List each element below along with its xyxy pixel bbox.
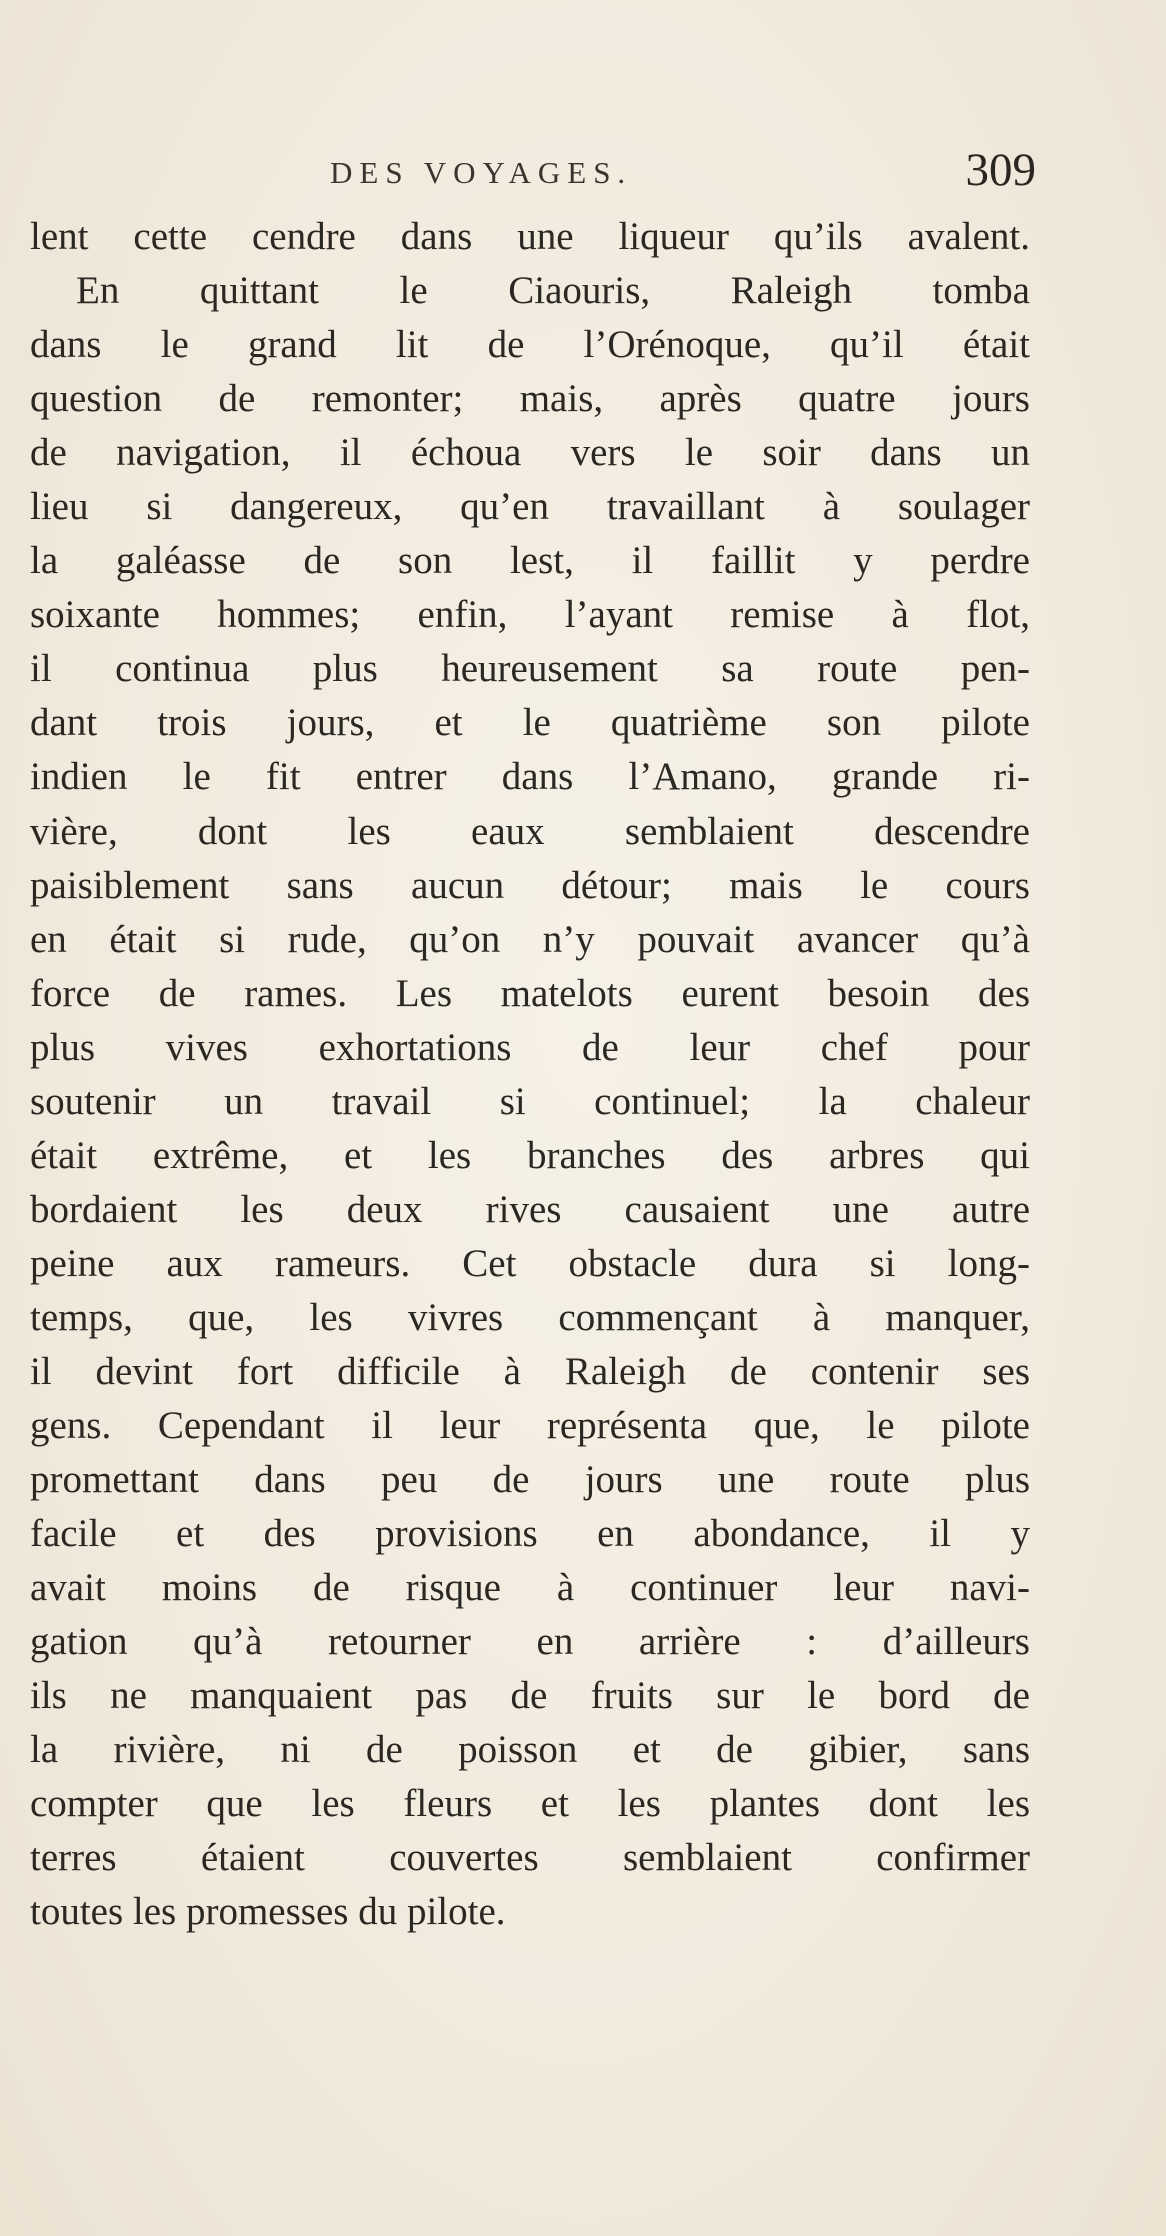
text-line: ils ne manquaient pas de fruits sur le bord de	[30, 1674, 1030, 1718]
text-line: gation qu’à retourner en arrière : d’ailleurs	[30, 1620, 1030, 1664]
text-line: lieu si dangereux, qu’en travaillant à soulager	[30, 485, 1030, 529]
text-line: question de remonter; mais, après quatre jours	[30, 377, 1030, 421]
text-line: avait moins de risque à continuer leur navi-	[30, 1566, 1030, 1610]
text-line: dans le grand lit de l’Orénoque, qu’il était	[30, 323, 1030, 367]
page-header	[0, 145, 1166, 195]
text-line: bordaient les deux rives causaient une autre	[30, 1187, 1030, 1231]
text-line: soutenir un travail si continuel; la chaleur	[30, 1079, 1030, 1123]
text-line: force de rames. Les matelots eurent besoin des	[30, 971, 1030, 1015]
text-line: facile et des provisions en abondance, il y	[30, 1512, 1030, 1556]
text-line: plus vives exhortations de leur chef pour	[30, 1025, 1030, 1069]
text-line: dant trois jours, et le quatrième son pilote	[30, 701, 1030, 745]
text-line: promettant dans peu de jours une route plus	[30, 1458, 1030, 1502]
text-line: indien le fit entrer dans l’Amano, grande ri-	[30, 755, 1030, 799]
text-line: terres étaient couvertes semblaient confirmer	[30, 1836, 1030, 1880]
text-line: il devint fort difficile à Raleigh de contenir ses	[30, 1349, 1030, 1393]
text-line: paisiblement sans aucun détour; mais le cours	[30, 863, 1030, 907]
text-line: compter que les fleurs et les plantes dont les	[30, 1782, 1030, 1826]
text-line: lent cette cendre dans une liqueur qu’ils avalent.	[30, 215, 1030, 258]
text-line: En quittant le Ciaouris, Raleigh tomba	[76, 269, 1030, 313]
running-head: DES VOYAGES.	[330, 155, 633, 190]
body-text	[30, 210, 1030, 1940]
text-line: temps, que, les vivres commençant à manquer,	[30, 1295, 1030, 1339]
text-line: la galéasse de son lest, il faillit y perdre	[30, 539, 1030, 583]
text-line: en était si rude, qu’on n’y pouvait avancer qu’à	[30, 917, 1030, 961]
text-line: il continua plus heureusement sa route pen-	[30, 647, 1030, 691]
text-line: gens. Cependant il leur représenta que, le pilote	[30, 1404, 1030, 1448]
text-line: la rivière, ni de poisson et de gibier, sans	[30, 1728, 1030, 1772]
text-line: était extrême, et les branches des arbres qui	[30, 1133, 1030, 1177]
text-line: vière, dont les eaux semblaient descendre	[30, 809, 1030, 853]
text-line: peine aux rameurs. Cet obstacle dura si long-	[30, 1241, 1030, 1285]
text-line: toutes les promesses du pilote.	[30, 1890, 506, 1934]
page-number: 309	[965, 144, 1036, 196]
text-line: de navigation, il échoua vers le soir dans un	[30, 431, 1030, 475]
text-line: soixante hommes; enfin, l’ayant remise à flot,	[30, 593, 1030, 637]
